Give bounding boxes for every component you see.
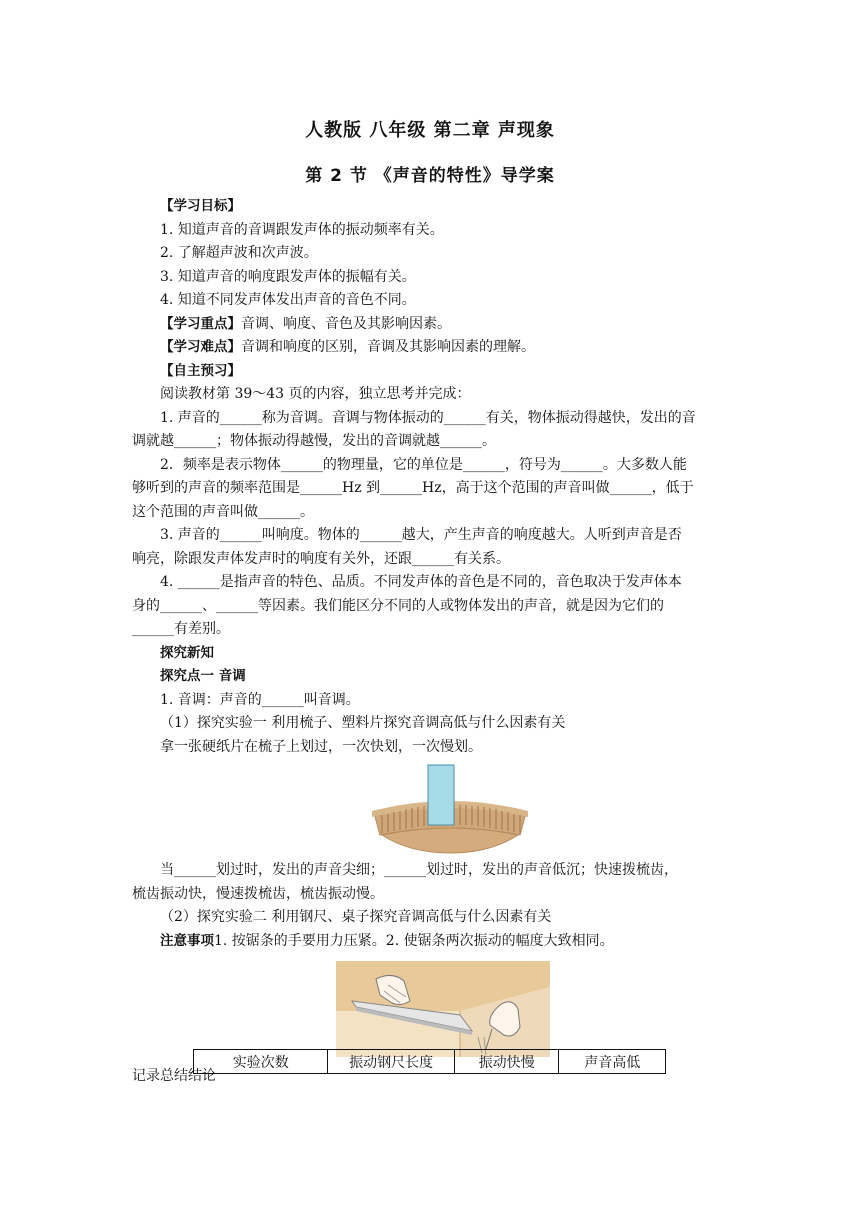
- table-header-speed: 振动快慢: [455, 1050, 560, 1073]
- preview-q2-line1: 2．频率是表示物体______的物理量，它的单位是______，符号为______。大多数人能: [160, 456, 687, 473]
- experiment2-title: （2）探究实验二 利用钢尺、桌子探究音调高低与什么因素有关: [160, 909, 552, 925]
- record-table-header: [193, 1049, 666, 1074]
- experiment1-desc: 拿一张硬纸片在梳子上划过，一次快划，一次慢划。: [160, 738, 482, 755]
- difficult-points: [160, 336, 730, 360]
- goals-heading: 【学习目标】: [160, 198, 241, 214]
- pitch-definition: 1. 音调：声音的______叫音调。: [160, 691, 360, 708]
- preview-q3-line2: 响亮，除跟发声体发声时的响度有关外，还跟______有关系。: [132, 550, 510, 567]
- notes-text: 1. 按锯条的手要用力压紧。2. 使锯条两次振动的幅度大致相同。: [214, 932, 614, 949]
- table-header-length: 振动钢尺长度: [328, 1050, 454, 1073]
- preview-q3-line1: 3. 声音的______叫响度。物体的______越大，产生声音的响度越大。人听到声音是否: [160, 527, 682, 543]
- experiment1-result-line2: 梳齿振动快，慢速拨梳齿，梳齿振动慢。: [132, 885, 384, 902]
- document-subtitle: 第 2 节 《声音的特性》导学案: [305, 166, 555, 186]
- notes: [160, 930, 730, 954]
- goal-item-3: 3. 知道声音的响度跟发声体的振幅有关。: [160, 268, 416, 285]
- preview-q1-line1: 1. 声音的______称为音调。音调与物体振动的______有关，物体振动得越快，发出的音: [160, 409, 696, 426]
- difficult-label: 【学习难点】: [160, 339, 241, 355]
- difficult-text: 音调和响度的区别，音调及其影响因素的理解。: [241, 339, 535, 355]
- key-points: [160, 313, 730, 337]
- table-header-trial: 实验次数: [194, 1050, 328, 1073]
- key-label: 【学习重点】: [160, 315, 241, 332]
- goal-item-1: 1. 知道声音的音调跟发声体的振动频率有关。: [160, 221, 444, 238]
- preview-q2-line2: 够听到的声音的频率范围是______Hz 到______Hz，高于这个范围的声音叫做______，低于: [132, 480, 694, 496]
- explore-heading: 探究新知: [160, 644, 214, 661]
- notes-label: 注意事项: [160, 932, 214, 949]
- record-label: 记录总结结论: [132, 1068, 216, 1084]
- comb-figure: [160, 761, 730, 859]
- preview-q1-line2: 调就越______；物体振动得越慢，发出的音调就越______。: [132, 433, 496, 449]
- preview-heading: 【自主预习】: [160, 362, 241, 379]
- document-body: [132, 195, 730, 1089]
- document-title: 人教版 八年级 第二章 声现象: [305, 120, 555, 141]
- comb-illustration: [160, 761, 730, 859]
- preview-q2-line3: 这个范围的声音叫做______。: [132, 503, 314, 520]
- goal-item-4: 4. 知道不同发声体发出声音的音色不同。: [160, 292, 416, 308]
- experiment1-result-line1: 当______划过时，发出的声音尖细；______划过时，发出的声音低沉；快速拨梳齿，: [160, 862, 678, 878]
- explore-point1: 探究点一 音调: [160, 668, 246, 684]
- preview-intro: 阅读教材第 39～43 页的内容，独立思考并完成：: [160, 386, 471, 402]
- preview-q4-line2: 身的______、______等因素。我们能区分不同的人或物体发出的声音，就是因为它们的: [132, 597, 664, 614]
- preview-q4-line1: 4. ______是指声音的特色、品质。不同发声体的音色是不同的，音色取决于发声体本: [160, 574, 682, 590]
- goal-item-2: 2. 了解超声波和次声波。: [160, 245, 318, 261]
- key-text: 音调、响度、音色及其影响因素。: [241, 315, 451, 332]
- table-header-pitch: 声音高低: [584, 1054, 641, 1071]
- experiment1-title: （1）探究实验一 利用梳子、塑料片探究音调高低与什么因素有关: [160, 715, 566, 731]
- preview-q4-line3: ______有差别。: [132, 621, 230, 637]
